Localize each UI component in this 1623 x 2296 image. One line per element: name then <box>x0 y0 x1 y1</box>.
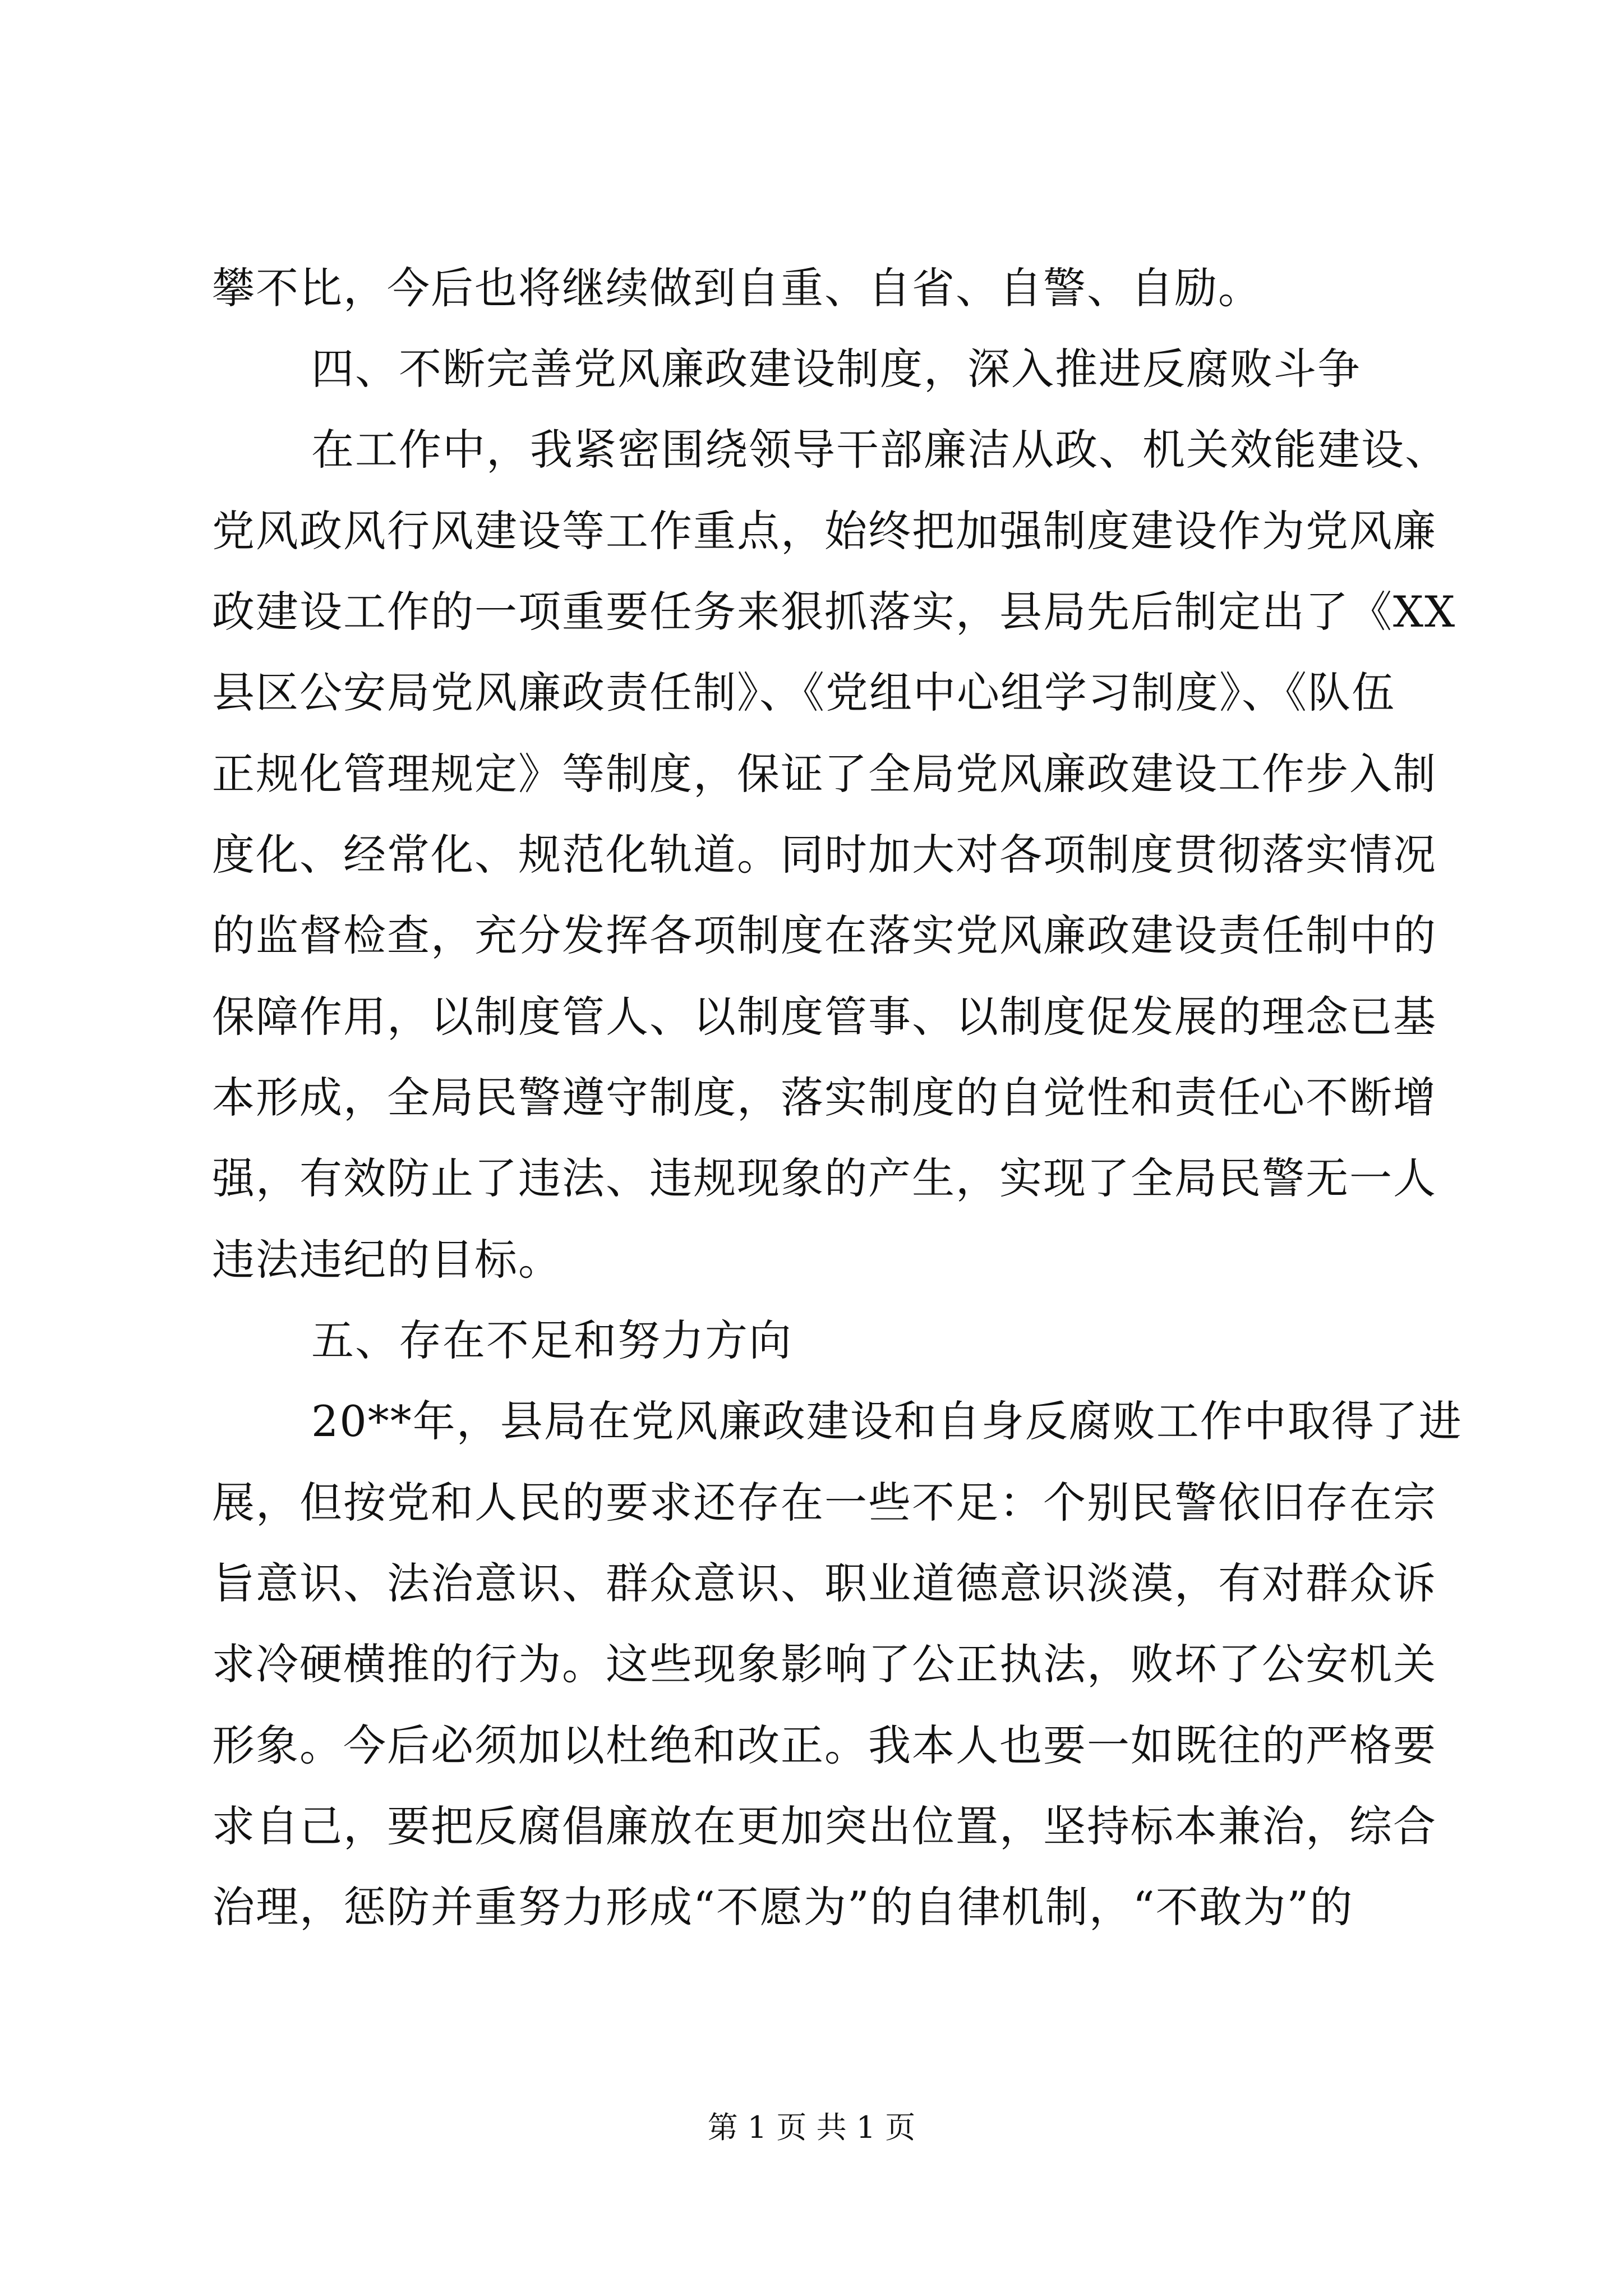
body-line: 攀不比，今后也将继续做到自重、自省、自警、自励。 <box>212 263 1262 313</box>
body-line: 违法违纪的目标。 <box>212 1235 562 1285</box>
body-line: 旨意识、法治意识、群众意识、职业道德意识淡漠，有对群众诉 <box>212 1558 1437 1608</box>
body-line: 求冷硬横推的行为。这些现象影响了公正执法，败坏了公安机关 <box>212 1639 1437 1689</box>
page-footer <box>0 2108 1623 2147</box>
body-line: 本形成，全局民警遵守制度，落实制度的自觉性和责任心不断增 <box>212 1073 1437 1122</box>
body-line: 县区公安局党风廉政责任制》、《党组中心组学习制度》、《队伍 <box>212 668 1395 717</box>
section-heading: 五、存在不足和努力方向 <box>311 1315 792 1365</box>
body-line: 在工作中，我紧密围绕领导干部廉洁从政、机关效能建设、 <box>311 425 1449 475</box>
body-line: 形象。今后必须加以杜绝和改正。我本人也要一如既往的严格要 <box>212 1720 1437 1770</box>
body-line: 政建设工作的一项重要任务来狠抓落实，县局先后制定出了《XX <box>212 587 1456 637</box>
section-heading: 四、不断完善党风廉政建设制度，深入推进反腐败斗争 <box>311 344 1361 394</box>
body-line: 展，但按党和人民的要求还存在一些不足：个别民警依旧存在宗 <box>212 1478 1437 1527</box>
body-line: 的监督检查，充分发挥各项制度在落实党风廉政建设责任制中的 <box>212 910 1437 960</box>
body-line: 保障作用，以制度管人、以制度管事、以制度促发展的理念已基 <box>212 992 1437 1042</box>
body-line: 求自己，要把反腐倡廉放在更加突出位置，坚持标本兼治，综合 <box>212 1801 1437 1851</box>
body-line: 度化、经常化、规范化轨道。同时加大对各项制度贯彻落实情况 <box>212 830 1437 880</box>
page-number-label: 第 1 页 共 1 页 <box>707 2110 916 2145</box>
body-line: 强，有效防止了违法、违规现象的产生，实现了全局民警无一人 <box>212 1153 1437 1203</box>
body-line: 20**年，县局在党风廉政建设和自身反腐败工作中取得了进 <box>311 1396 1463 1446</box>
body-line: 正规化管理规定》等制度，保证了全局党风廉政建设工作步入制 <box>212 749 1437 799</box>
body-line: 治理，惩防并重努力形成“不愿为”的自律机制，“不敢为”的 <box>212 1882 1354 1932</box>
body-line: 党风政风行风建设等工作重点，始终把加强制度建设作为党风廉 <box>212 506 1437 556</box>
